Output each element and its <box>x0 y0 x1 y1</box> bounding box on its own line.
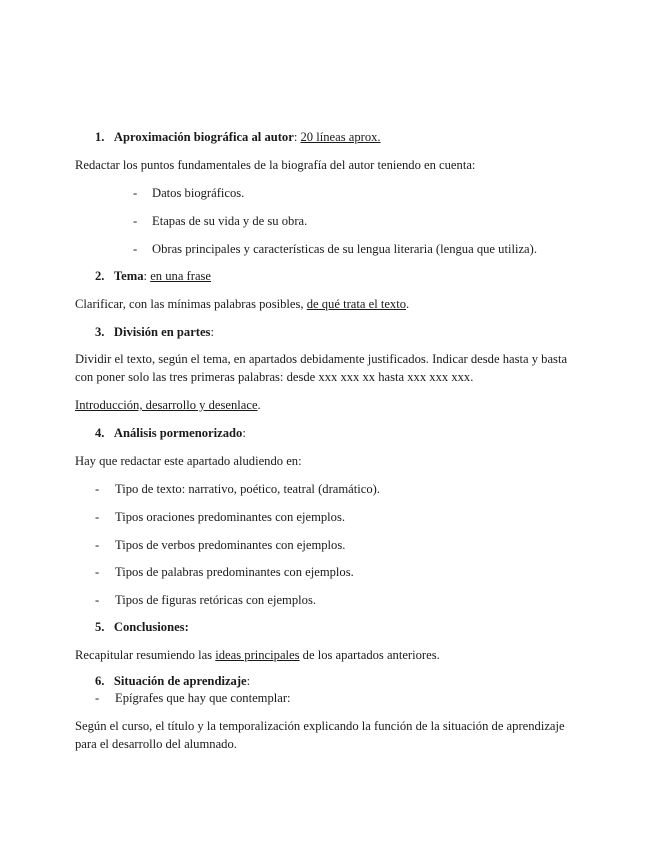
separator: : <box>242 426 246 440</box>
dash-bullet: - <box>133 242 138 256</box>
section-title: Situación de aprendizaje <box>113 674 247 688</box>
dash-bullet: - <box>95 593 100 607</box>
dash-bullet: - <box>133 214 138 228</box>
list-item-text: Epígrafes que hay que contemplar: <box>115 691 291 705</box>
list-item-text: Tipos de figuras retóricas con ejemplos. <box>115 593 316 607</box>
dash-bullet: - <box>95 510 100 524</box>
list-item-text: Datos biográficos. <box>152 186 245 200</box>
section-6-para-line: Según el curso, el título y la temporalización explicando la función de la situación de aprendizaje <box>75 719 565 733</box>
underlined-text: de qué trata el texto <box>306 297 407 311</box>
list-item <box>133 185 137 201</box>
section-title: División en partes <box>113 325 211 339</box>
section-1-heading <box>95 129 381 145</box>
list-item <box>95 564 99 580</box>
underlined-text: ideas principales <box>215 648 300 662</box>
list-item <box>95 592 99 608</box>
list-item-text: Obras principales y características de su lengua literaria (lengua que utiliza). <box>152 242 537 256</box>
list-item <box>133 213 137 229</box>
list-item-text: Tipos de verbos predominantes con ejemplos. <box>115 538 346 552</box>
dash-bullet: - <box>133 186 138 200</box>
section-4-intro: Hay que redactar este apartado aludiendo en: <box>75 454 302 468</box>
section-title: Aproximación biográfica al autor <box>113 130 294 144</box>
list-item-text: Tipos oraciones predominantes con ejemplos. <box>115 510 346 524</box>
list-item-text: Etapas de su vida y de su obra. <box>152 214 308 228</box>
section-title: Análisis pormenorizado <box>113 426 243 440</box>
section-2-heading <box>95 268 211 284</box>
text-part: Clarificar, con las mínimas palabras posibles, <box>75 297 307 311</box>
list-item-text: Tipo de texto: narrativo, poético, teatral (dramático). <box>115 482 380 496</box>
section-6-para-line: para el desarrollo del alumnado. <box>75 737 237 751</box>
section-3-para-line: Dividir el texto, según el tema, en apartados debidamente justificados. Indicar desde hasta y basta <box>75 352 568 366</box>
dash-bullet: - <box>95 538 100 552</box>
section-number: 1. <box>95 130 105 144</box>
text-part: . <box>406 297 410 311</box>
section-3-para-line: con poner solo las tres primeras palabras: desde xxx xxx xx hasta xxx xxx xxx. <box>75 370 474 384</box>
section-number: 2. <box>95 269 105 283</box>
separator: : <box>293 130 301 144</box>
section-6-heading <box>95 673 250 689</box>
text-part: Recapitular resumiendo las <box>75 648 216 662</box>
list-item-text: Tipos de palabras predominantes con ejemplos. <box>115 565 354 579</box>
list-item <box>95 509 99 525</box>
list-item <box>133 241 137 257</box>
separator: : <box>210 325 214 339</box>
section-number: 4. <box>95 426 105 440</box>
section-3-heading <box>95 324 214 340</box>
separator: : <box>246 674 251 688</box>
section-number: 5. <box>95 620 105 634</box>
dash-bullet: - <box>95 691 100 705</box>
section-title: Conclusiones: <box>113 620 189 634</box>
underlined-text: Introducción, desarrollo y desenlace <box>75 398 258 412</box>
dash-bullet: - <box>95 482 100 496</box>
section-4-heading <box>95 425 246 441</box>
section-3-parts <box>75 397 261 413</box>
section-2-text <box>75 296 409 312</box>
text-part: . <box>257 398 261 412</box>
text-part: de los apartados anteriores. <box>299 648 440 662</box>
section-note: en una frase <box>150 269 212 283</box>
list-item <box>95 481 99 497</box>
section-1-intro: Redactar los puntos fundamentales de la biografía del autor teniendo en cuenta: <box>75 158 476 172</box>
section-number: 6. <box>95 674 105 688</box>
section-number: 3. <box>95 325 105 339</box>
list-item <box>95 537 99 553</box>
section-5-text <box>75 647 440 663</box>
dash-bullet: - <box>95 565 100 579</box>
section-note: 20 líneas aprox. <box>300 130 381 144</box>
separator: : <box>143 269 151 283</box>
section-title: Tema <box>113 269 144 283</box>
list-item <box>95 690 99 706</box>
section-5-heading <box>95 619 189 635</box>
